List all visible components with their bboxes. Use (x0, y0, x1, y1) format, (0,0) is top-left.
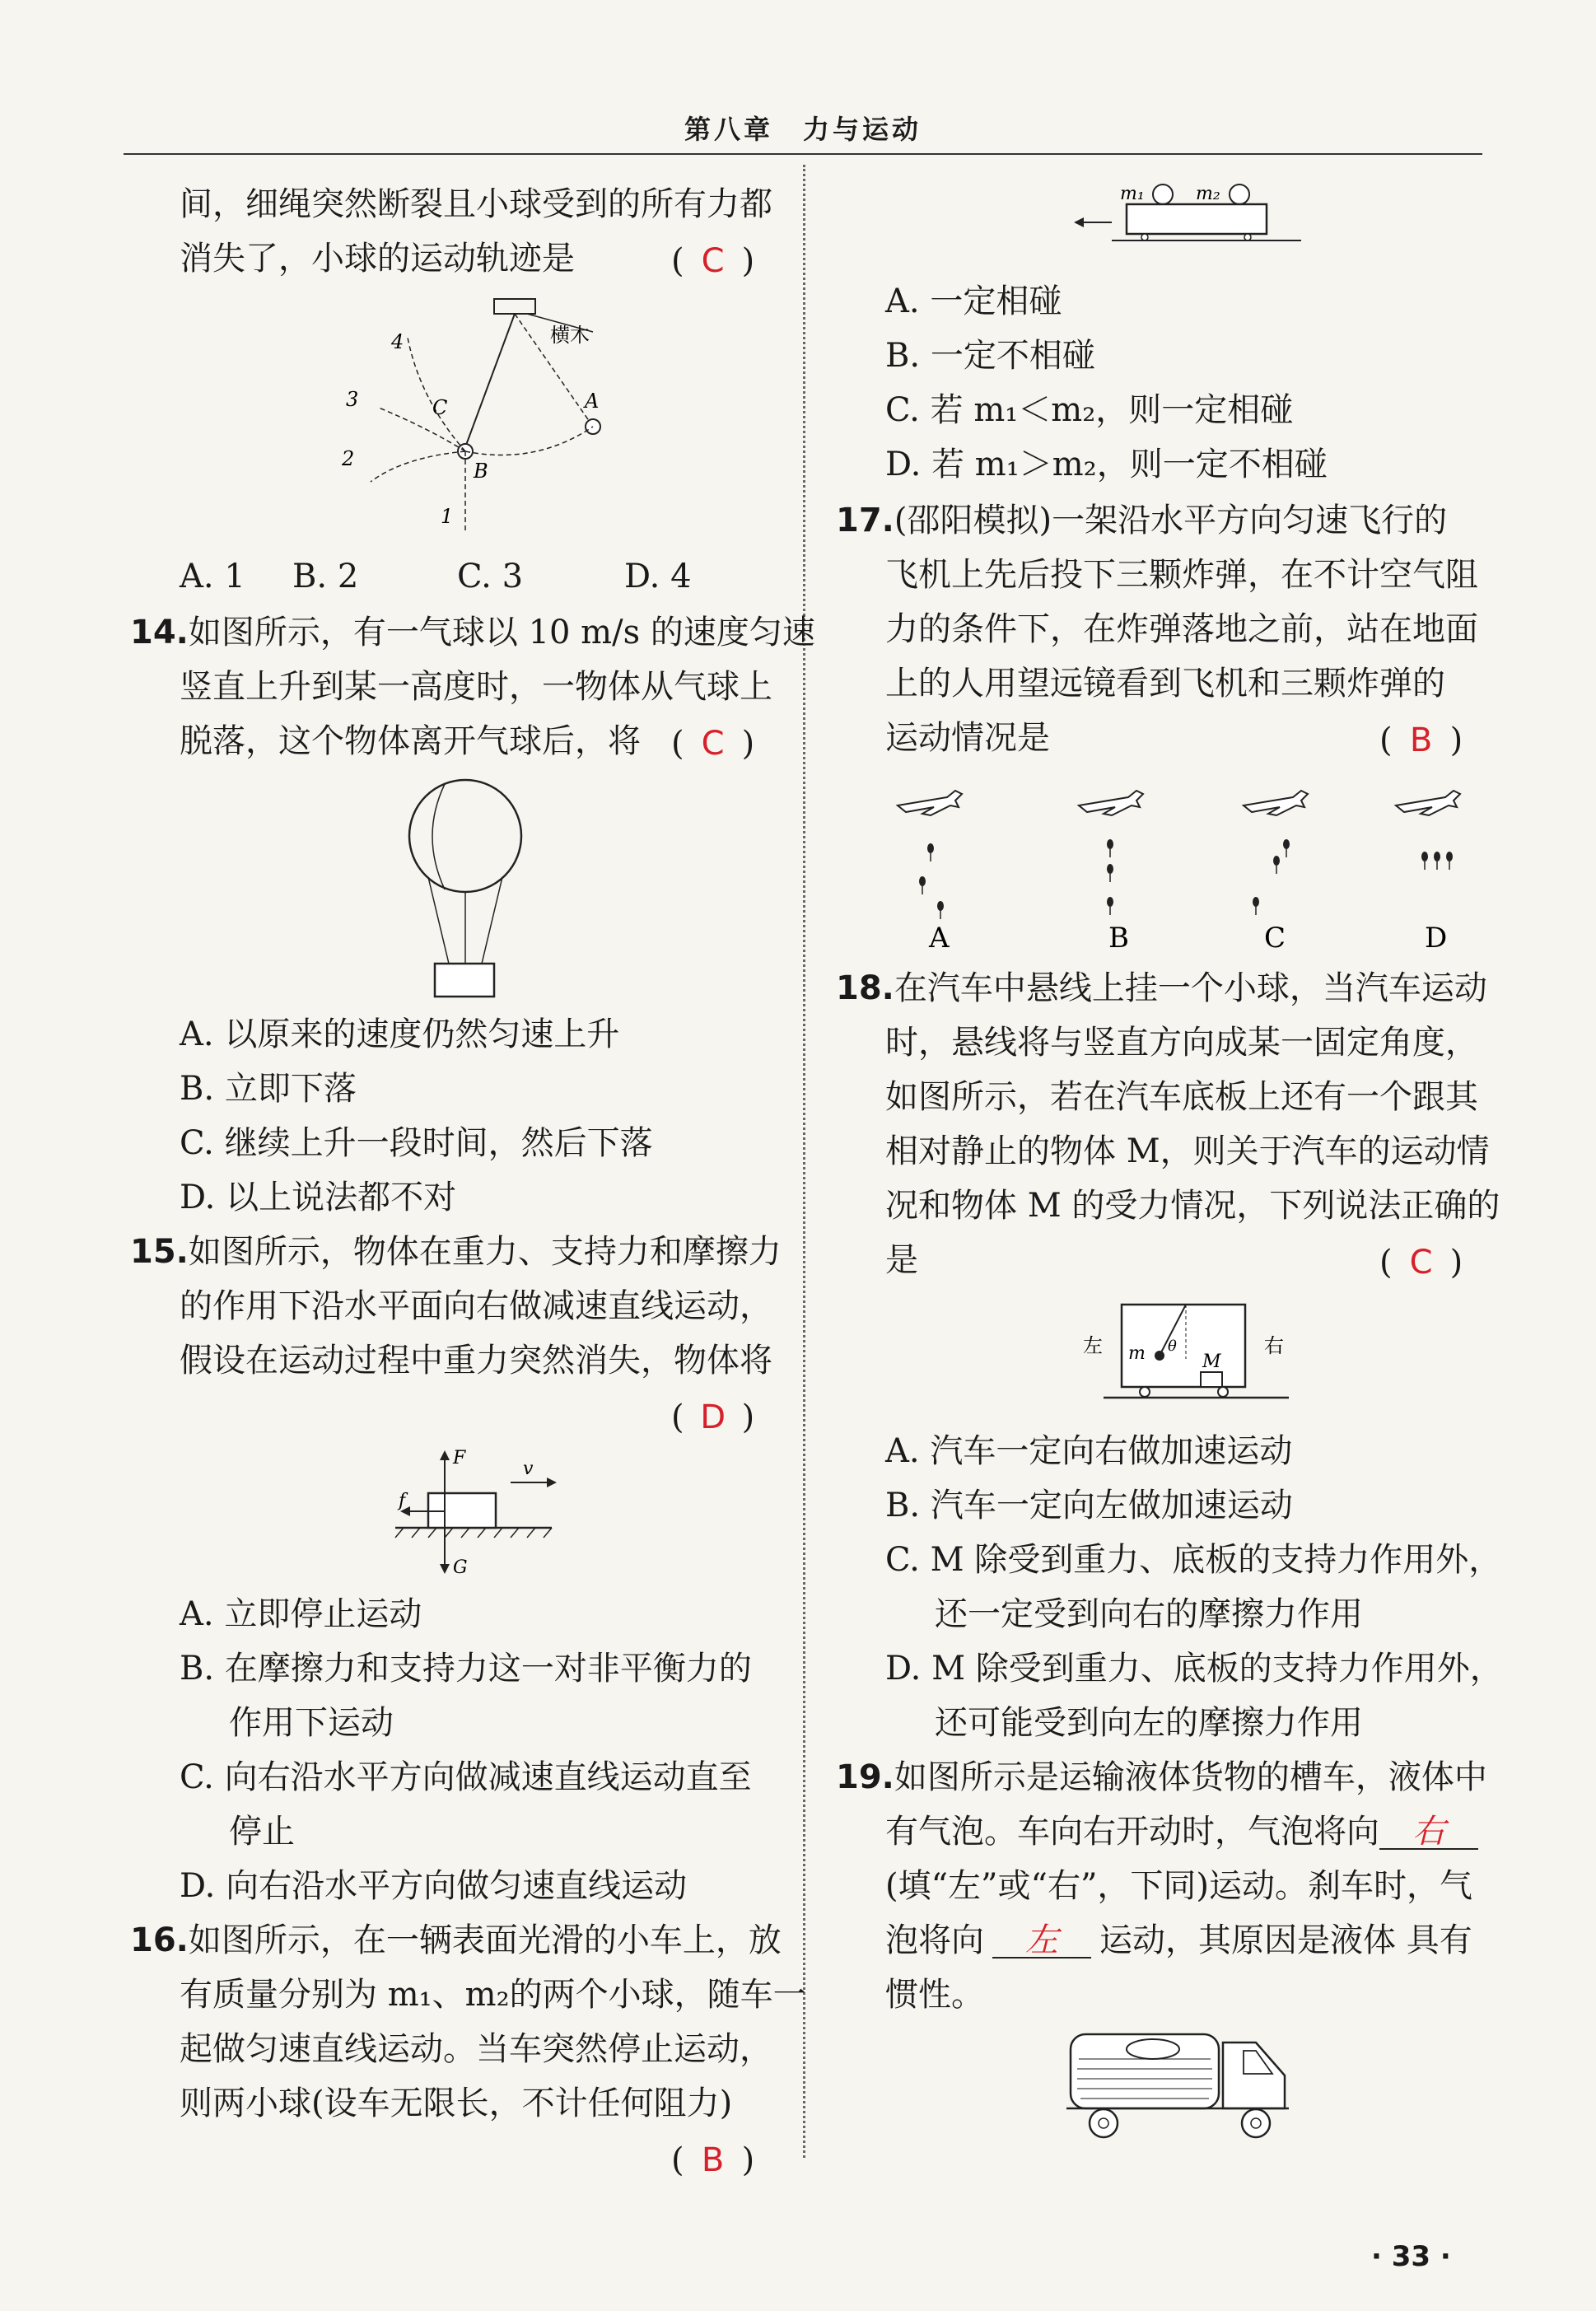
basket (435, 964, 494, 997)
q19-line-4-text-a: 泡将向 (885, 1921, 984, 1959)
q17-line-5: 运动情况是 (885, 719, 1050, 757)
q14-option-d: D. 以上说法都不对 (180, 1179, 457, 1216)
q14-option-c: C. 继续上升一段时间，然后下落 (180, 1124, 653, 1162)
q15-number: 15. (130, 1233, 189, 1271)
q15-option-c-2: 停止 (229, 1813, 295, 1851)
block-m (1201, 1372, 1222, 1387)
q18-line-5: 况和物体 M 的受力情况，下列说法正确的 (885, 1187, 1500, 1225)
label-right: 右 (1264, 1334, 1284, 1357)
motion-arrowhead (1074, 217, 1084, 227)
rope-right (482, 877, 502, 964)
beam-label: 横木 (550, 324, 590, 347)
wheel-rear-hub (1099, 2118, 1108, 2128)
q16-line-4: 则两小球(设车无限长，不计任何阻力) (180, 2085, 733, 2122)
q19-number: 19. (836, 1758, 894, 1796)
q18-option-a: A. 汽车一定向右做加速运动 (885, 1432, 1293, 1470)
label-option-d: D (1425, 922, 1448, 955)
force-g-arrowhead (440, 1564, 450, 1574)
q18-line-2: 时，悬线将与竖直方向成某一固定角度， (885, 1024, 1478, 1062)
q13-option-c: C. 3 (457, 558, 524, 595)
label-v: v (523, 1459, 534, 1479)
q18-option-b: B. 汽车一定向左做加速运动 (885, 1487, 1293, 1524)
label-option-a: A (929, 922, 950, 955)
path-4-label: 4 (391, 330, 404, 353)
option-d-scene (1396, 791, 1460, 870)
q19-blank-1[interactable]: 右 (1379, 1815, 1478, 1850)
label-m: m (1128, 1343, 1146, 1364)
option-c-scene (1244, 791, 1308, 915)
label-left: 左 (1083, 1334, 1103, 1357)
ground-hatch (395, 1528, 552, 1538)
q17-bombs-figure (889, 782, 1482, 955)
path-3 (379, 408, 465, 451)
label-g: G (453, 1557, 468, 1577)
q17-line-3: 力的条件下，在炸弹落地之前，站在地面 (885, 610, 1478, 648)
car-wheel-left (1140, 1387, 1150, 1397)
column-divider (803, 165, 805, 2158)
rope-left (428, 877, 449, 964)
chapter-header: 第八章 力与运动 (684, 114, 922, 145)
q15-line-1: 如图所示，物体在重力、支持力和摩擦力 (188, 1233, 782, 1271)
q17-line-2: 飞机上先后投下三颗炸弹，在不计空气阻 (885, 556, 1478, 594)
ball-m2 (1230, 184, 1249, 204)
q16-line-1: 如图所示，在一辆表面光滑的小车上，放 (188, 1921, 782, 1959)
label-big-m: M (1202, 1352, 1221, 1372)
q18-line-4: 相对静止的物体 M，则关于汽车的运动情 (885, 1132, 1490, 1170)
q14-line-1: 如图所示，有一气球以 10 m/s 的速度匀速 (188, 614, 815, 651)
q18-option-d-1: D. M 除受到重力、底板的支持力作用外， (885, 1650, 1503, 1688)
path-2 (371, 451, 465, 482)
q17-number: 17. (836, 502, 894, 539)
q13-option-a: A. 1 (180, 558, 245, 595)
path-1-label: 1 (441, 505, 454, 528)
q19-line-4-text-b: 运动，其原因是液体 具有 (1099, 1921, 1472, 1959)
balloon (409, 780, 521, 892)
label-m1: m₁ (1120, 184, 1145, 204)
wheel-front-hub (1251, 2118, 1261, 2128)
balloon-seam (432, 784, 445, 889)
q13-pendulum-figure (329, 292, 634, 539)
q13-line-2: 消失了，小球的运动轨迹是 (180, 240, 575, 278)
label-option-b: B (1108, 922, 1129, 955)
q17-stem-1 (836, 504, 1447, 537)
path-3-label: 3 (346, 388, 359, 411)
ball-m1 (1153, 184, 1173, 204)
q17-line-1: (邵阳模拟)一架沿水平方向匀速飞行的 (894, 502, 1448, 539)
q14-line-2: 竖直上升到某一高度时，一物体从气球上 (180, 668, 772, 706)
q14-line-3: 脱落，这个物体离开气球后，将 (180, 722, 641, 760)
q15-option-b-2: 作用下运动 (229, 1704, 394, 1742)
label-option-c: C (1264, 922, 1286, 955)
q15-option-d: D. 向右沿水平方向做匀速直线运动 (180, 1867, 688, 1905)
q15-block-figure (387, 1445, 576, 1577)
q18-line-1: 在汽车中悬线上挂一个小球，当汽车运动 (894, 969, 1487, 1007)
q13-answer: C (701, 242, 725, 280)
q18-option-c-2: 还一定受到向右的摩擦力作用 (935, 1595, 1363, 1633)
q16-option-d: D. 若 m₁＞m₂，则一定不相碰 (885, 446, 1328, 483)
q18-car-figure (1079, 1293, 1301, 1408)
q15-option-a: A. 立即停止运动 (180, 1595, 422, 1633)
q19-stem-1 (836, 1758, 1487, 1796)
q18-line-3: 如图所示，若在汽车底板上还有一个跟其 (885, 1078, 1478, 1116)
q14-balloon-figure (395, 774, 535, 1005)
option-a-scene (898, 791, 962, 919)
q13-answer-bracket: ( C ) (671, 242, 755, 280)
force-f-arrowhead (440, 1450, 450, 1460)
air-bubble (1127, 2039, 1179, 2059)
label-theta: θ (1168, 1338, 1177, 1355)
q16-line-3: 起做匀速直线运动。当车突然停止运动， (180, 2030, 772, 2068)
q18-stem-1 (836, 969, 1487, 1007)
q19-line-5: 惯性。 (885, 1976, 984, 2014)
q17-answer: B (1409, 721, 1433, 759)
q16-answer-bracket: ( B ) (671, 2141, 755, 2179)
q14-number: 14. (130, 614, 189, 651)
q15-answer: D (700, 1398, 726, 1436)
q13-option-b: B. 2 (292, 558, 359, 595)
q17-answer-bracket: ( B ) (1379, 721, 1463, 759)
q18-answer-bracket: ( C ) (1379, 1244, 1463, 1282)
q14-option-b: B. 立即下落 (180, 1070, 357, 1108)
q15-option-b-1: B. 在摩擦力和支持力这一对非平衡力的 (180, 1650, 752, 1688)
point-a-label: A (585, 390, 600, 413)
hanging-ball (1155, 1351, 1164, 1361)
q18-line-6: 是 (885, 1241, 918, 1279)
q16-option-c: C. 若 m₁＜m₂，则一定相碰 (885, 391, 1294, 429)
q14-answer: C (701, 725, 725, 763)
label-f-support: F (453, 1448, 466, 1468)
q16-number: 16. (130, 1921, 189, 1959)
q16-answer: B (701, 2141, 725, 2179)
q15-line-3: 假设在运动过程中重力突然消失，物体将 (180, 1342, 772, 1380)
q17-line-4: 上的人用望远镜看到飞机和三颗炸弹的 (885, 665, 1445, 703)
q14-answer-bracket: ( C ) (671, 725, 755, 763)
q15-option-c-1: C. 向右沿水平方向做减速直线运动直至 (180, 1758, 752, 1796)
q16-stem-1 (130, 1921, 782, 1959)
beam-block (494, 299, 535, 314)
velocity-arrowhead (547, 1478, 557, 1487)
q19-tanker-figure (1062, 2026, 1301, 2150)
q18-number: 18. (836, 969, 894, 1007)
q18-option-c-1: C. M 除受到重力、底板的支持力作用外， (885, 1541, 1502, 1579)
q13-line-1: 间，细绳突然断裂且小球受到的所有力都 (180, 185, 772, 223)
wheel-left (1141, 234, 1148, 240)
label-f-friction: f (399, 1491, 406, 1511)
q19-line-1: 如图所示是运输液体货物的槽车，液体中 (894, 1758, 1487, 1796)
string-b (465, 314, 515, 447)
cart-body (1127, 204, 1267, 234)
q14-option-a: A. 以原来的速度仍然匀速上升 (180, 1015, 620, 1053)
q15-stem-1 (130, 1233, 782, 1271)
car-wheel-right (1218, 1387, 1228, 1397)
q19-line-2-text: 有气泡。车向右开动时，气泡将向 (885, 1813, 1379, 1851)
q19-line-3: (填“左”或“右”，下同)运动。刹车时，气 (885, 1867, 1473, 1905)
header-rule (124, 153, 1482, 155)
q15-answer-bracket: ( D ) (671, 1398, 755, 1436)
label-m2: m₂ (1196, 184, 1220, 204)
wheel-right (1244, 234, 1251, 240)
q19-line-2 (885, 1815, 1478, 1850)
path-2-label: 2 (342, 447, 355, 470)
q18-option-d-2: 还可能受到向左的摩擦力作用 (935, 1704, 1363, 1742)
point-c-label: C (432, 396, 448, 419)
page-number: · 33 · (1371, 2240, 1451, 2273)
q19-line-4 (885, 1921, 1472, 1959)
q16-cart-figure (1071, 173, 1318, 255)
q14-stem-1 (130, 616, 815, 649)
q19-blank-2[interactable]: 左 (992, 1924, 1091, 1959)
q13-option-d: D. 4 (624, 558, 692, 595)
q16-option-b: B. 一定不相碰 (885, 337, 1095, 375)
point-b-label: B (474, 460, 488, 483)
q16-option-a: A. 一定相碰 (885, 282, 1062, 320)
q16-line-2: 有质量分别为 m₁、m₂的两个小球，随车一 (180, 1976, 806, 2014)
q18-answer: C (1409, 1244, 1433, 1282)
q15-line-2: 的作用下沿水平面向右做减速直线运动， (180, 1287, 772, 1325)
option-b-scene (1079, 791, 1143, 915)
swing-arc (465, 427, 593, 455)
